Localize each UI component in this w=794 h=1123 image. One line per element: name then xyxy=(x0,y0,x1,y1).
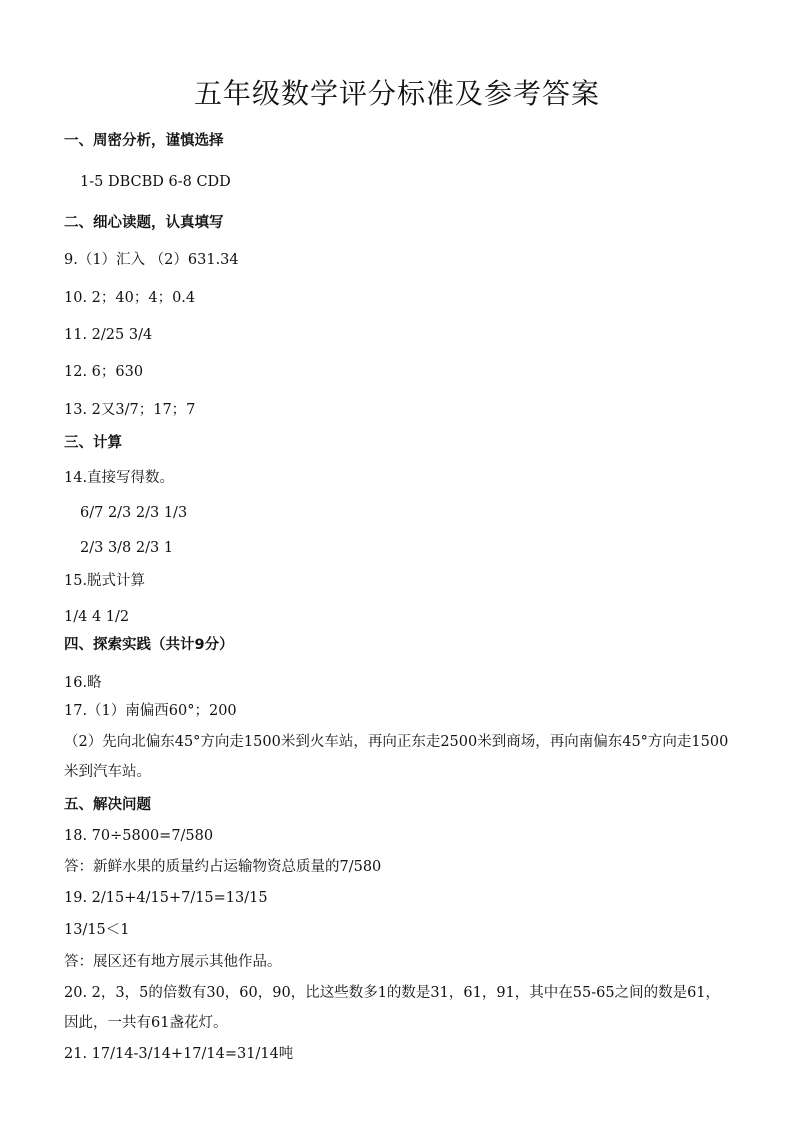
answer-line: 16.略 xyxy=(64,675,102,691)
answer-line: 10. 2；40；4；0.4 xyxy=(64,290,196,306)
answer-line: 2/3 3/8 2/3 1 xyxy=(80,540,174,556)
answer-line: 1-5 DBCBD 6-8 CDD xyxy=(80,174,231,190)
answer-line: 19. 2/15+4/15+7/15=13/15 xyxy=(64,890,268,906)
answer-line: 14.直接写得数。 xyxy=(64,470,175,486)
answer-line: 9.（1）汇入 （2）631.34 xyxy=(64,252,239,268)
answer-line: 答：展区还有地方展示其他作品。 xyxy=(64,954,282,970)
answer-paragraph: 20. 2，3，5的倍数有30，60，90，比这些数多1的数是31，61，91，其中在55-65之间的数是61，因此，一共有61盏花灯。 xyxy=(64,985,721,1031)
answer-line: 15.脱式计算 xyxy=(64,573,146,589)
page-title: 五年级数学评分标准及参考答案 xyxy=(193,77,600,110)
answer-paragraph: （2）先向北偏东45°方向走1500米到火车站，再向正东走2500米到商场，再向南偏东45°方向走1500米到汽车站。 xyxy=(64,734,729,780)
answer-line: 21. 17/14-3/14+17/14=31/14吨 xyxy=(64,1046,294,1062)
answer-line: 6/7 2/3 2/3 1/3 xyxy=(80,505,188,521)
section-heading-choice: 一、周密分析，谨慎选择 xyxy=(64,133,224,149)
answer-line: 17.（1）南偏西60°；200 xyxy=(64,703,237,719)
answer-line: 1/4 4 1/2 xyxy=(64,609,130,625)
answer-line: 11. 2/25 3/4 xyxy=(64,327,153,343)
section-heading-problems: 五、解决问题 xyxy=(64,797,151,813)
answer-line: 13. 2又3/7；17；7 xyxy=(64,402,196,418)
answer-line: 18. 70÷5800=7/580 xyxy=(64,828,214,844)
answer-line: 13/15＜1 xyxy=(64,922,130,938)
section-heading-fill: 二、细心读题，认真填写 xyxy=(64,215,224,231)
answer-line: 答：新鲜水果的质量约占运输物资总质量的7/580 xyxy=(64,859,382,875)
answer-line: 12. 6；630 xyxy=(64,364,144,380)
section-heading-practice: 四、探索实践（共计9分） xyxy=(64,637,234,653)
section-heading-calc: 三、计算 xyxy=(64,435,122,451)
